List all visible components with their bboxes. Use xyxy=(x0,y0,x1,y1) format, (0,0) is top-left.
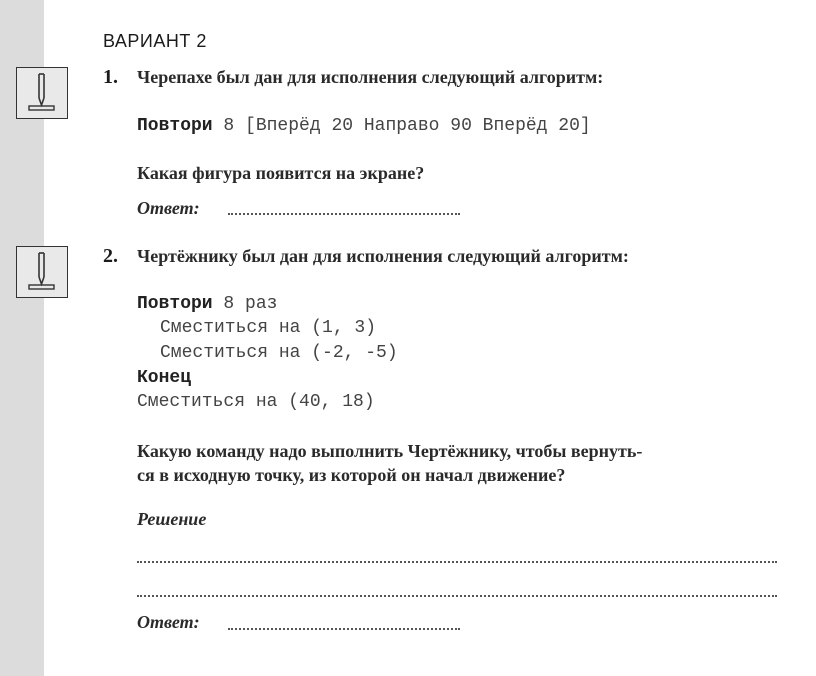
task2-question: Чертёжнику был дан для исполнения следующий алгоритм: xyxy=(137,246,629,266)
task1-answer-line[interactable] xyxy=(228,213,460,215)
task1-prompt: Какая фигура появится на экране? xyxy=(137,163,425,183)
code-keyword: Повтори xyxy=(137,116,213,136)
task2-answer-line[interactable] xyxy=(228,628,460,630)
pen-plotter-icon xyxy=(16,67,68,119)
code-text: 8 раз xyxy=(212,294,278,314)
task2-solution-line[interactable] xyxy=(137,595,777,597)
task1-answer-label: Ответ: xyxy=(137,198,200,218)
task2-solution-label: Решение xyxy=(137,509,207,529)
task2-code-line2: Сместиться на (1, 3) xyxy=(160,318,377,338)
task2-answer-label: Ответ: xyxy=(137,612,200,632)
task1-question: Черепахе был дан для исполнения следующий алгоритм: xyxy=(137,67,604,87)
task2-code-line5: Сместиться на (40, 18) xyxy=(137,392,375,412)
task1-code-line xyxy=(137,116,591,136)
variant-heading: ВАРИАНТ 2 xyxy=(103,31,207,51)
task2-number: 2. xyxy=(103,245,118,267)
task2-code-end: Конец xyxy=(137,368,192,388)
task2-prompt-line2: ся в исходную точку, из которой он начал движение? xyxy=(137,465,566,485)
pen-plotter-icon xyxy=(16,246,68,298)
code-keyword: Повтори xyxy=(137,294,213,314)
task2-solution-line[interactable] xyxy=(137,561,777,563)
task1-number: 1. xyxy=(103,66,118,88)
task2-code-line3: Сместиться на (-2, -5) xyxy=(160,343,398,363)
code-text: 8 [Вперёд 20 Направо 90 Вперёд 20] xyxy=(212,116,591,136)
task2-code-line1 xyxy=(137,294,277,314)
task2-prompt-line1: Какую команду надо выполнить Чертёжнику, чтобы вернуть- xyxy=(137,441,643,461)
